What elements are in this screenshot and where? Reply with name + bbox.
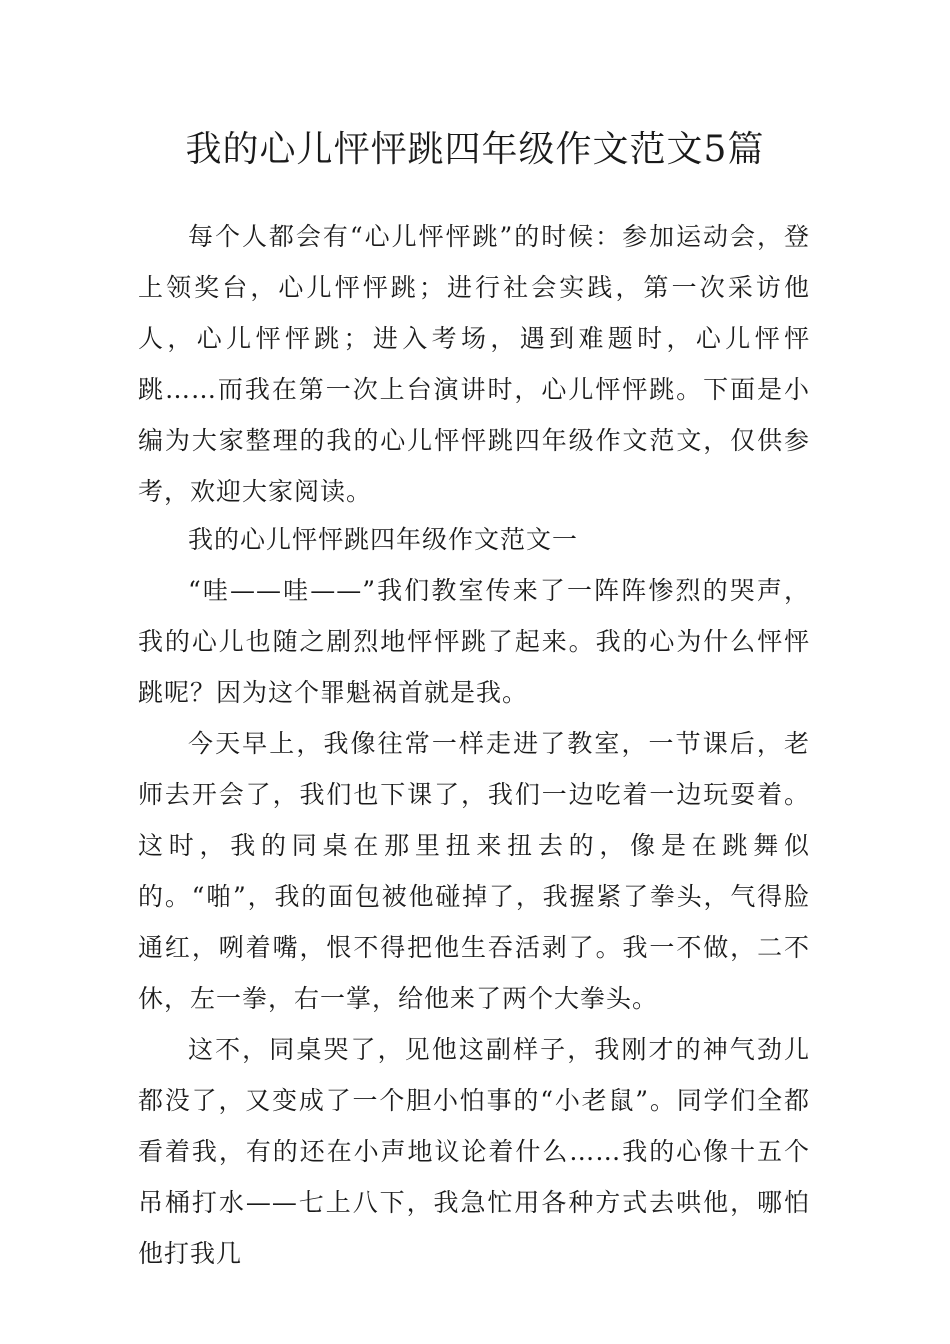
intro-paragraph: 每个人都会有“心儿怦怦跳”的时候：参加运动会，登上领奖台，心儿怦怦跳；进行社会实践，第一次采访他人，心儿怦怦跳；进入考场，遇到难题时，心儿怦怦跳……而我在第一次上台演讲时，心儿怦怦跳。下面是小编为大家整理的我的心儿怦怦跳四年级作文范文，仅供参考，欢迎大家阅读。 (138, 222, 810, 506)
essay-section (138, 514, 810, 1279)
section-heading: 我的心儿怦怦跳四年级作文范文一 (188, 525, 579, 554)
paragraph: 今天早上，我像往常一样走进了教室，一节课后，老师去开会了，我们也下课了，我们一边吃着一边玩耍着。这时，我的同桌在那里扭来扭去的，像是在跳舞似的。“啪”，我的面包被他碰掉了，我握紧了拳头，气得脸通红，咧着嘴，恨不得把他生吞活剥了。我一不做，二不休，左一拳，右一掌，给他来了两个大拳头。 (138, 729, 810, 1013)
paragraph: 这不，同桌哭了，见他这副样子，我刚才的神气劲儿都没了，又变成了一个胆小怕事的“小老鼠”。同学们全都看着我，有的还在小声地议论着什么……我的心像十五个吊桶打水——七上八下，我急忙用各种方式去哄他，哪怕他打我几 (138, 1035, 810, 1268)
document-title: 我的心儿怦怦跳四年级作文范文5篇 (185, 129, 765, 170)
intro-block (138, 211, 810, 517)
paragraph: “哇——哇——”我们教室传来了一阵阵惨烈的哭声，我的心儿也随之剧烈地怦怦跳了起来。我的心为什么怦怦跳呢？因为这个罪魁祸首就是我。 (138, 576, 810, 707)
